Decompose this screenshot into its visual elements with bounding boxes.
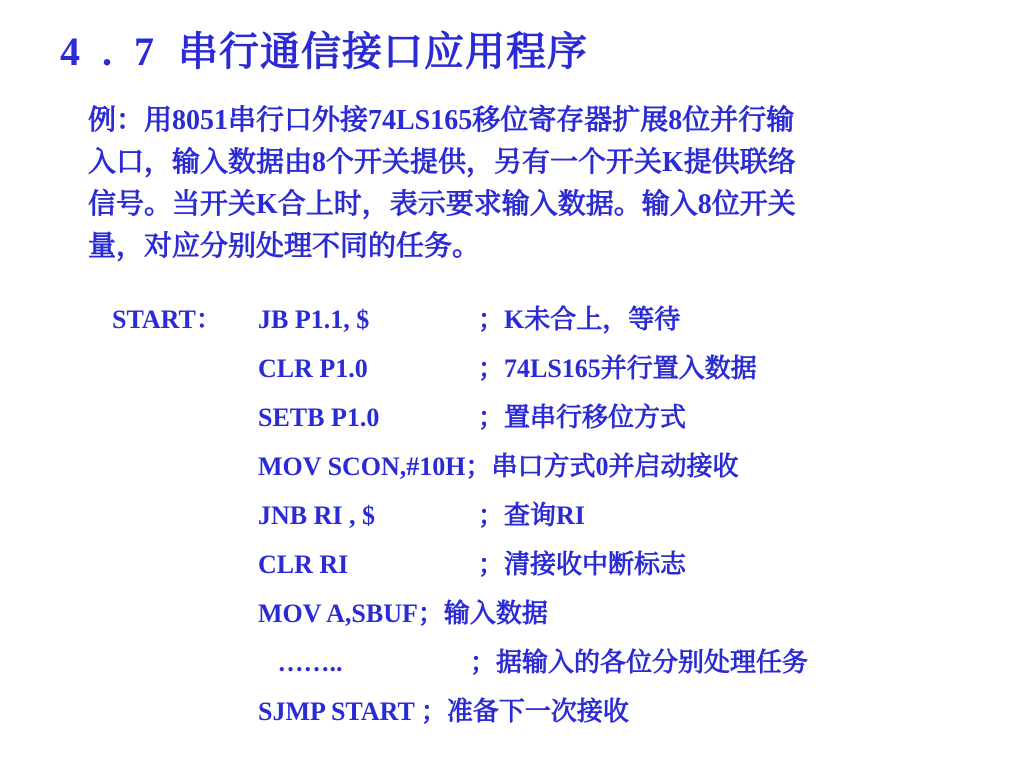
code-comment: ；查询RI: [478, 501, 585, 530]
code-comment: ；置串行移位方式: [478, 403, 687, 432]
code-line: [0, 393, 1024, 442]
code-line: [0, 589, 1024, 638]
code-instruction: CLR P1.0: [258, 354, 368, 383]
code-line: [0, 442, 1024, 491]
slide-title: [60, 20, 588, 77]
code-line: [0, 344, 1024, 393]
section-title-text: 串行通信接口应用程序: [178, 29, 588, 74]
description-line: 信号。当开关K合上时，表示要求输入数据。输入8位开关: [88, 189, 796, 220]
code-comment: ；清接收中断标志: [478, 550, 687, 579]
code-instruction: MOV A,SBUF；输入数据: [258, 599, 548, 628]
code-instruction: CLR RI: [258, 550, 349, 579]
code-line: [0, 638, 1024, 687]
code-instruction: ……..: [258, 648, 343, 677]
description-line: 量，对应分别处理不同的任务。: [88, 231, 481, 262]
code-instruction: MOV SCON,#10H；串口方式0并启动接收: [258, 452, 739, 481]
example-description: [88, 100, 968, 268]
code-comment: ；据输入的各位分别处理任务: [470, 648, 809, 677]
code-label: START：: [112, 305, 222, 334]
code-comment: ；K未合上，等待: [478, 305, 681, 334]
description-line: 入口，输入数据由8个开关提供，另有一个开关K提供联络: [88, 147, 796, 178]
code-instruction: JB P1.1, $: [258, 305, 370, 334]
code-line: [0, 491, 1024, 540]
code-comment: ；74LS165并行置入数据: [478, 354, 757, 383]
section-number: 4 . 7: [60, 29, 160, 74]
code-line: [0, 295, 1024, 344]
code-instruction: SETB P1.0: [258, 403, 380, 432]
code-instruction: SJMP START ；准备下一次接收: [258, 697, 629, 726]
assembly-code-listing: [0, 295, 1024, 736]
code-line: [0, 687, 1024, 736]
code-instruction: JNB RI , $: [258, 501, 376, 530]
code-line: [0, 540, 1024, 589]
description-line: 例：用8051串行口外接74LS165移位寄存器扩展8位并行输: [88, 105, 795, 136]
